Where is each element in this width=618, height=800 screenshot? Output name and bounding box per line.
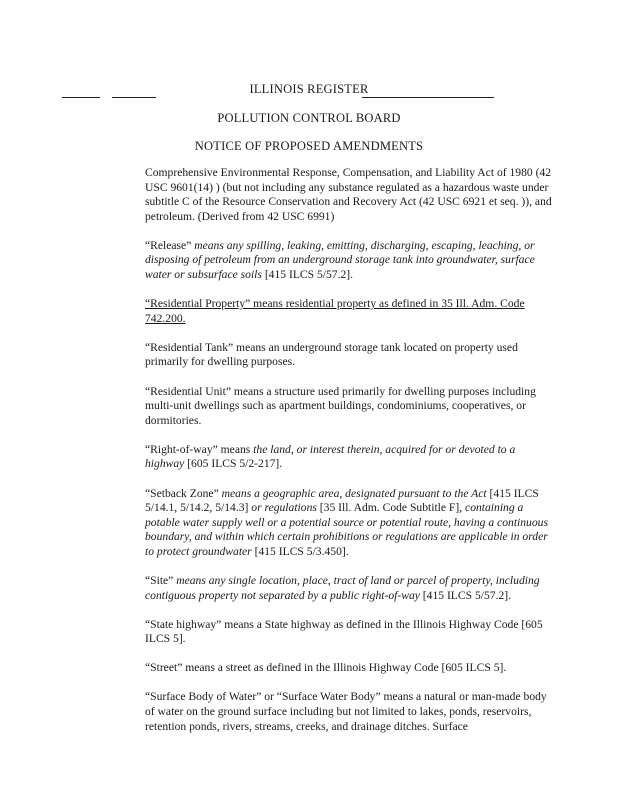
- setback-cite-2: [35 Ill. Adm. Code Subtitle F],: [316, 501, 466, 515]
- term-right-of-way: “Right-of-way” means: [145, 442, 254, 456]
- header-rule-left-2: [112, 97, 156, 98]
- definition-state-highway: “State highway” means a State highway as defined in the Illinois Highway Code [605 ILCS 5].: [145, 617, 543, 646]
- definition-site: [145, 574, 555, 603]
- site-text: means any single location, place, tract of land or parcel of property, including contiguous property not separated by a public right-of-way: [145, 573, 540, 602]
- board-title: POLLUTION CONTROL BOARD: [217, 111, 401, 125]
- definition-setback-zone: [145, 487, 555, 560]
- definition-surface-body-of-water: “Surface Body of Water” or “Surface Water Body” means a natural or man-made body of water on the ground surface including but not limited to lakes, ponds, reservoirs, retention ponds, rivers, streams, creeks, and drainage ditches. Surface: [145, 690, 547, 733]
- definition-residential-property: “Residential Property” means residential property as defined in 35 Ill. Adm. Code 742.200.: [145, 297, 525, 325]
- release-cite: [415 ILCS 5/57.2].: [261, 268, 354, 282]
- paragraph-cercla: Comprehensive Environmental Response, Compensation, and Liability Act of 1980 (42 USC 9601(14) ) (but not including any substance regulated as a hazardous waste under subtitle C of the Resource Conservation and Recovery Act (42 USC 6921 et seq. )), and petroleum. (Derived from 42 USC 6991): [145, 166, 552, 223]
- setback-cite-3: [415 ILCS 5/3.450].: [251, 544, 349, 558]
- definition-right-of-way: [145, 443, 555, 472]
- release-text: means any spilling, leaking, emitting, discharging, escaping, leaching, or disposing of petroleum from an underground storage tank into groundwater, surface water or subsurface soils: [145, 238, 535, 282]
- register-title: ILLINOIS REGISTER: [249, 82, 369, 96]
- definition-street: “Street” means a street as defined in the Illinois Highway Code [605 ILCS 5].: [145, 661, 507, 675]
- site-cite: [415 ILCS 5/57.2].: [419, 588, 512, 602]
- setback-text-1: means a geographic area, designated pursuant to the Act: [218, 486, 487, 500]
- term-site: “Site”: [145, 573, 174, 587]
- setback-text-3: containing a potable water supply well or a potential source or potential route, having a continuous boundary, and within which certain prohibitions or regulations are applicable in order to protect groundwater: [145, 501, 548, 558]
- header-rule-right: [362, 97, 494, 98]
- notice-title: NOTICE OF PROPOSED AMENDMENTS: [194, 139, 424, 153]
- right-of-way-cite: [605 ILCS 5/2-217].: [184, 457, 283, 471]
- term-release: “Release”: [145, 238, 192, 252]
- setback-text-2: or regulations: [251, 501, 317, 515]
- definition-release: [145, 239, 555, 283]
- term-setback-zone: “Setback Zone”: [145, 486, 219, 500]
- definition-residential-tank: “Residential Tank” means an underground storage tank located on property used primarily for dwelling purposes.: [145, 340, 518, 369]
- setback-cite-1: [415 ILCS 5/14.1, 5/14.2, 5/14.3]: [145, 486, 539, 515]
- definition-residential-unit: “Residential Unit” means a structure used primarily for dwelling purposes including multi-unit dwellings such as apartment buildings, condominiums, cooperatives, or dormitories.: [145, 384, 536, 427]
- right-of-way-text: the land, or interest therein, acquired for or devoted to a highway: [145, 442, 516, 471]
- document-body: [145, 166, 555, 749]
- header-rule-left: [62, 97, 100, 98]
